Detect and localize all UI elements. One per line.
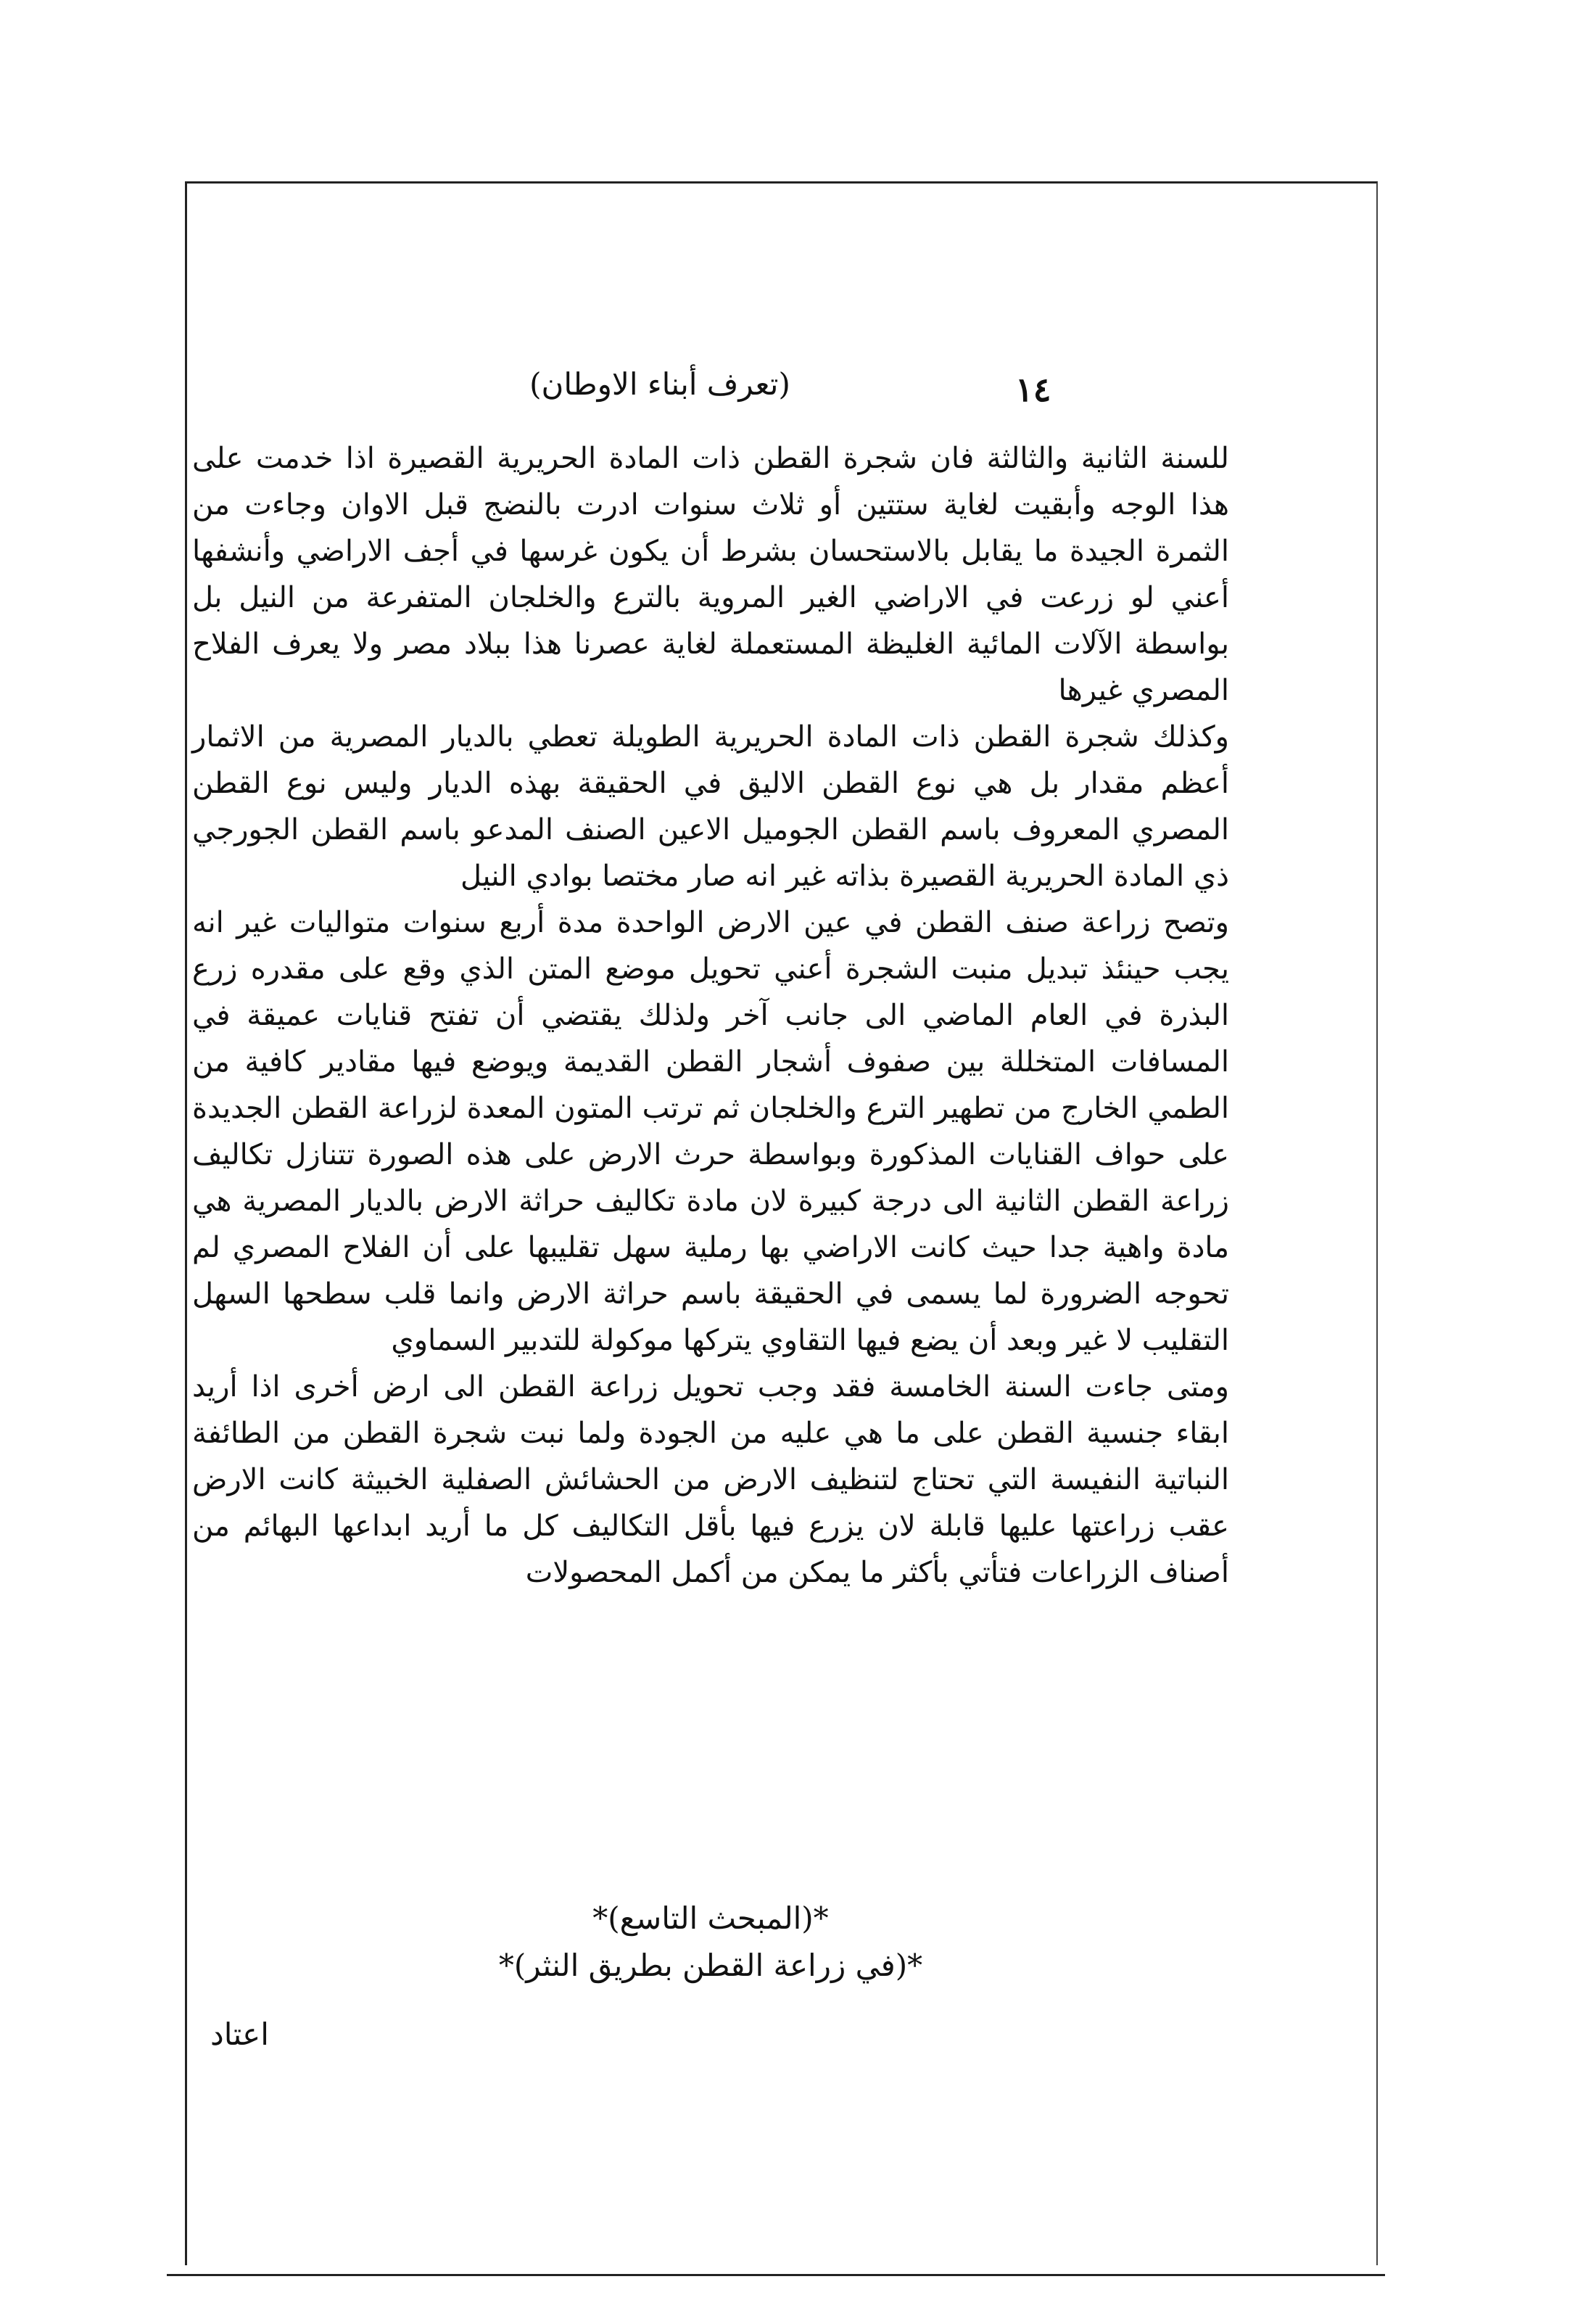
paragraph: للسنة الثانية والثالثة فان شجرة القطن ذات المادة الحريرية القصيرة اذا خدمت على هذا الوجه وأبقيت لغاية ستتين أو ثلاث سنوات ادرت بالنضج قبل الاوان وجاءت من الثمرة الجيدة ما يقابل بالاستحسان بشرط أن يكون غرسها في أجف الاراضي وأنشفها أعني لو زرعت في الاراضي الغير المروية بالترع والخلجان المتفرعة من النيل بل بواسطة الآلات المائية الغليظة المستعملة لغاية عصرنا هذا ببلاد مصر ولا يعرف الفلاح المصري غيرها	[192, 442, 1229, 707]
paragraph: ومتى جاءت السنة الخامسة فقد وجب تحويل زراعة القطن الى ارض أخرى اذا أريد ابقاء جنسية القطن على ما هي عليه من الجودة ولما نبت شجرة القطن من الطائفة النباتية النفيسة التي تحتاج لتنظيف الارض من الحشائش الصفلية الخبيثة كانت الارض عقب زراعتها عليها قابلة لان يزرع فيها بأقل التكاليف كل ما أريد ابداعها البهائم من أصناف الزراعات فتأتي بأكثر ما يمكن من أكمل المحصولات	[192, 1370, 1229, 1589]
section-heading: *(المبحث التاسع)*	[592, 1900, 829, 1936]
running-title: (تعرف أبناء الاوطان)	[529, 366, 790, 402]
page-number: ١٤	[1015, 370, 1051, 409]
paragraph: وكذلك شجرة القطن ذات المادة الحريرية الطويلة تعطي بالديار المصرية من الاثمار أعظم مقدار بل هي نوع القطن الاليق في الحقيقة بهذه الديار وليس نوع القطن المصري المعروف باسم القطن الجوميل الاعين الصنف المدعو باسم القطن الجورجي ذي المادة الحريرية القصيرة بذاته غير انه صار مختصا بوادي النيل	[192, 720, 1230, 893]
body-text	[192, 435, 1229, 1596]
paragraph: وتصح زراعة صنف القطن في عين الارض الواحدة مدة أربع سنوات متواليات غير انه يجب حينئذ تبديل منبت الشجرة أعني تحويل موضع المتن الذي وقع على مقدره زرع البذرة في العام الماضي الى جانب آخر ولذلك يقتضي أن تفتح قنايات عميقة في المسافات المتخللة بين صفوف أشجار القطن القديمة ويوضع فيها مقادير كافية من الطمي الخارج من تطهير الترع والخلجان ثم ترتب المتون المعدة لزراعة القطن الجديدة على حواف القنايات المذكورة وبواسطة حرث الارض على هذه الصورة تتنازل تكاليف زراعة القطن الثانية الى درجة كبيرة لان مادة تكاليف حراثة الارض بالديار المصرية هي مادة واهية جدا حيث كانت الاراضي بها رملية سهل تقليبها على أن الفلاح المصري لم تحوجه الضرورة لما يسمى في الحقيقة باسم حراثة الارض وانما قلب سطحها السهل التقليب لا غير وبعد أن يضع فيها التقاوي يتركها موكولة للتدبير السماوي	[192, 906, 1229, 1357]
bottom-rule	[167, 2274, 1385, 2276]
catchword: اعتاد	[210, 2016, 269, 2052]
section-subheading: *(في زراعة القطن بطريق النثر)*	[498, 1948, 923, 1983]
